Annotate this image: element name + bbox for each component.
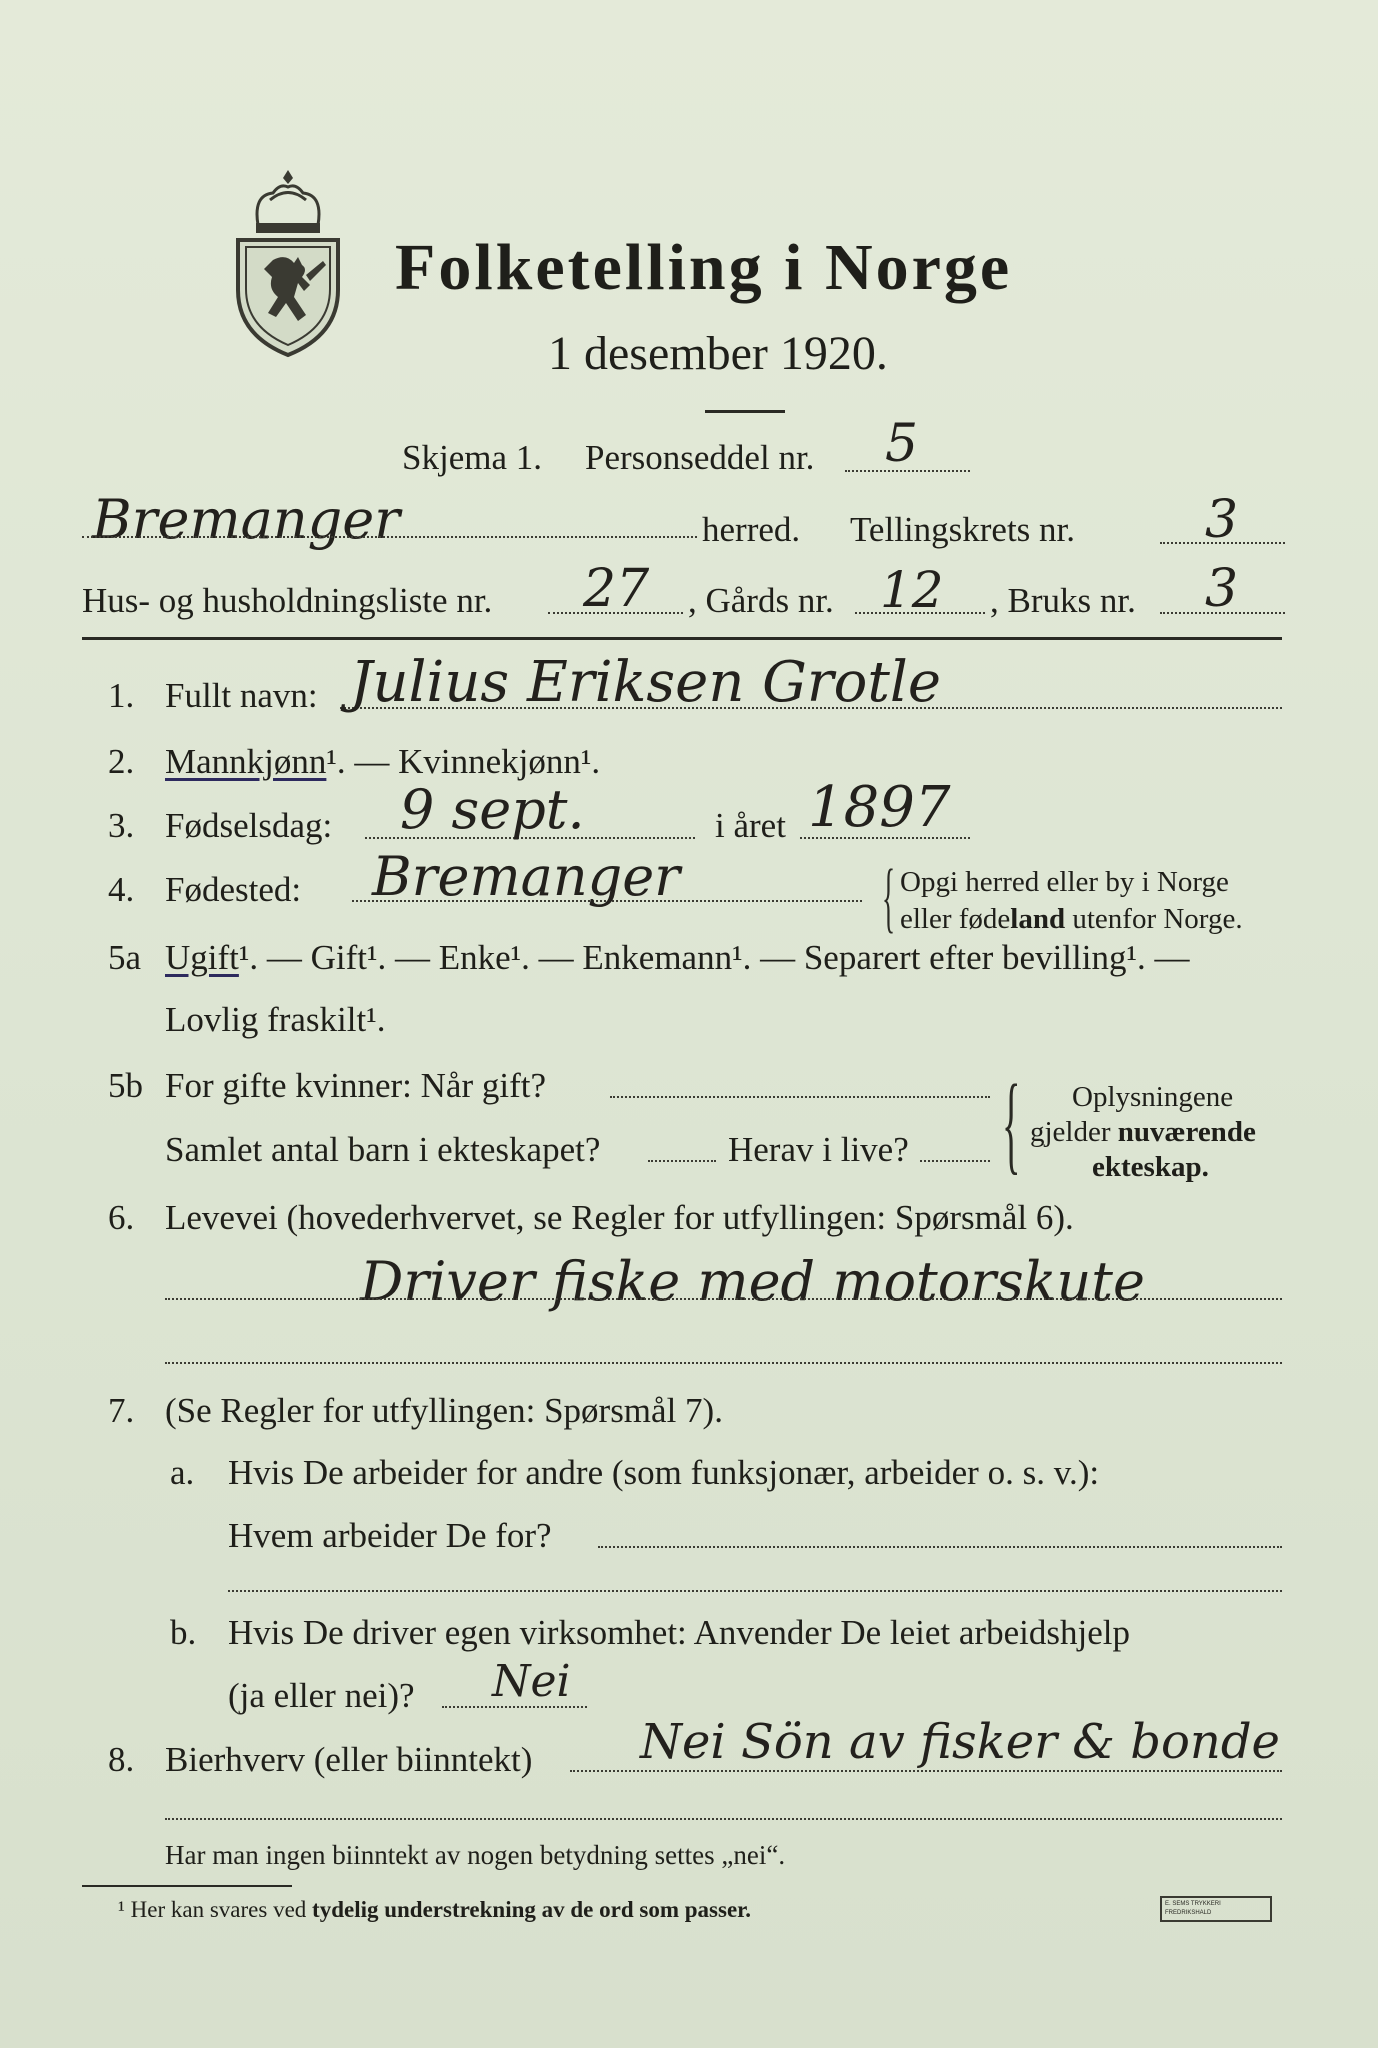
footnote-rule xyxy=(82,1885,292,1887)
birthyear-value[interactable]: 1897 xyxy=(808,775,951,840)
q5b-line-3 xyxy=(920,1160,990,1162)
tellingskrets-label: Tellingskrets nr. xyxy=(850,510,1076,549)
q4-number: 4. xyxy=(108,870,135,909)
q7b-number: b. xyxy=(170,1613,197,1652)
q7b-label: Hvis De driver egen virksomhet: Anvender De leiet arbeidshjelp xyxy=(228,1613,1130,1652)
q7a-label: Hvis De arbeider for andre (som funksjonær, arbeider o. s. v.): xyxy=(228,1453,1100,1492)
footnote-text-b: tydelig understrekning av de ord som passer. xyxy=(312,1897,751,1922)
q5b-brace: { xyxy=(1002,1062,1021,1184)
footnote xyxy=(118,1898,751,1921)
q3-number: 3. xyxy=(108,806,135,845)
q4-note-2b: land xyxy=(1010,903,1066,935)
hired-help-value[interactable]: Nei xyxy=(492,1656,571,1707)
q7a-label-2: Hvem arbeider De for? xyxy=(228,1516,552,1555)
q8-line-2 xyxy=(165,1818,1282,1820)
q5b-label-3: Herav i live? xyxy=(728,1130,909,1169)
q2-sex-options xyxy=(165,744,600,779)
occupation-value[interactable]: Driver fiske med motorskute xyxy=(360,1250,1145,1313)
tellingskrets-value[interactable]: 3 xyxy=(1205,490,1239,550)
q2-sup: ¹ xyxy=(326,742,337,781)
gards-label: , Gårds nr. xyxy=(688,581,834,620)
norwegian-coat-of-arms-icon xyxy=(228,165,348,360)
q5a-line2: Lovlig fraskilt¹. xyxy=(165,1000,386,1039)
printer-mark-text: E. SEMS TRYKKERI FREDRIKSHALD xyxy=(1165,1901,1221,1916)
q5b-number: 5b xyxy=(108,1066,143,1105)
q4-note-1: Opgi herred eller by i Norge xyxy=(900,866,1229,898)
q4-brace: { xyxy=(882,853,896,940)
q5b-note-1: Oplysningene xyxy=(1072,1081,1234,1113)
form-title: Folketelling i Norge xyxy=(395,231,1013,304)
q2-number: 2. xyxy=(108,742,135,781)
q5b-line-1 xyxy=(610,1096,990,1098)
q6-number: 6. xyxy=(108,1198,135,1237)
bruks-value[interactable]: 3 xyxy=(1205,559,1239,619)
q5a-options xyxy=(165,940,1189,975)
q5b-note-2b: nuværende xyxy=(1117,1116,1256,1148)
q6-label: Levevei (hovederhvervet, se Regler for utfyllingen: Spørsmål 6). xyxy=(165,1198,1074,1237)
option-kvinnekjonn[interactable]: Kvinnekjønn xyxy=(398,742,581,781)
q5b-note-2a: gjelder xyxy=(1030,1116,1118,1148)
q5a-rest: ¹. — Gift¹. — Enke¹. — Enkemann¹. — Separert efter bevilling¹. — xyxy=(238,938,1190,977)
option-mannkjonn[interactable]: Mannkjønn xyxy=(165,742,327,781)
q6-line-1 xyxy=(165,1298,1282,1300)
herred-line xyxy=(82,536,697,538)
q5b-line-2 xyxy=(648,1160,716,1162)
q4-note-2 xyxy=(900,905,1243,934)
herred-value[interactable]: Bremanger xyxy=(92,488,400,551)
title-rule xyxy=(705,410,785,413)
personseddel-label: Personseddel nr. xyxy=(585,438,815,477)
q7a-line-2 xyxy=(228,1590,1282,1592)
q8-line-1 xyxy=(570,1770,1282,1772)
q4-note-2a: eller føde xyxy=(900,903,1011,935)
q5b-note-2 xyxy=(1030,1118,1256,1147)
q3-year-label: i året xyxy=(715,806,786,845)
q7a-number: a. xyxy=(170,1453,195,1492)
q7b-label-2: (ja eller nei)? xyxy=(228,1676,415,1715)
q3-label: Fødselsdag: xyxy=(165,806,333,845)
husliste-label: Hus- og husholdningsliste nr. xyxy=(82,581,493,620)
biinntekt-note: Har man ingen biinntekt av nogen betydning settes „nei“. xyxy=(165,1840,786,1870)
q4-note-2c: utenfor Norge. xyxy=(1065,903,1243,935)
census-date: 1 desember 1920. xyxy=(548,327,888,380)
q2-sep: . — xyxy=(336,742,399,781)
q8-label: Bierhverv (eller biinntekt) xyxy=(165,1740,533,1779)
personseddel-value[interactable]: 5 xyxy=(885,414,919,474)
q5b-label-2: Samlet antal barn i ekteskapet? xyxy=(165,1130,601,1169)
full-name-value[interactable]: Julius Eriksen Grotle xyxy=(350,650,941,715)
header-rule xyxy=(82,637,1282,640)
skjema-label: Skjema 1. xyxy=(402,438,542,477)
q1-label: Fullt navn: xyxy=(165,676,318,715)
side-income-value[interactable]: Nei Sön av fisker & bonde xyxy=(640,1714,1280,1770)
q7-label: (Se Regler for utfyllingen: Spørsmål 7). xyxy=(165,1391,723,1430)
footnote-number: ¹ xyxy=(118,1897,125,1922)
q4-label: Fødested: xyxy=(165,870,302,909)
q2-end: ¹. xyxy=(580,742,601,781)
bruks-label: , Bruks nr. xyxy=(990,581,1136,620)
q1-number: 1. xyxy=(108,676,135,715)
q7a-line-1 xyxy=(598,1546,1282,1548)
husliste-value[interactable]: 27 xyxy=(583,559,650,619)
herred-label: herred. xyxy=(702,510,801,549)
q5b-note-3: ekteskap. xyxy=(1092,1151,1209,1183)
q5a-number: 5a xyxy=(108,938,142,977)
footnote-text-a: Her kan svares ved xyxy=(130,1897,313,1922)
q6-line-2 xyxy=(165,1362,1282,1364)
birthplace-value[interactable]: Bremanger xyxy=(372,845,680,908)
q5b-label-1: For gifte kvinner: Når gift? xyxy=(165,1066,547,1105)
q7-number: 7. xyxy=(108,1391,135,1430)
option-ugift[interactable]: Ugift xyxy=(165,938,239,977)
q8-number: 8. xyxy=(108,1740,135,1779)
birthdate-value[interactable]: 9 sept. xyxy=(400,778,585,841)
gards-value[interactable]: 12 xyxy=(880,561,944,619)
printer-mark xyxy=(1160,1896,1272,1922)
